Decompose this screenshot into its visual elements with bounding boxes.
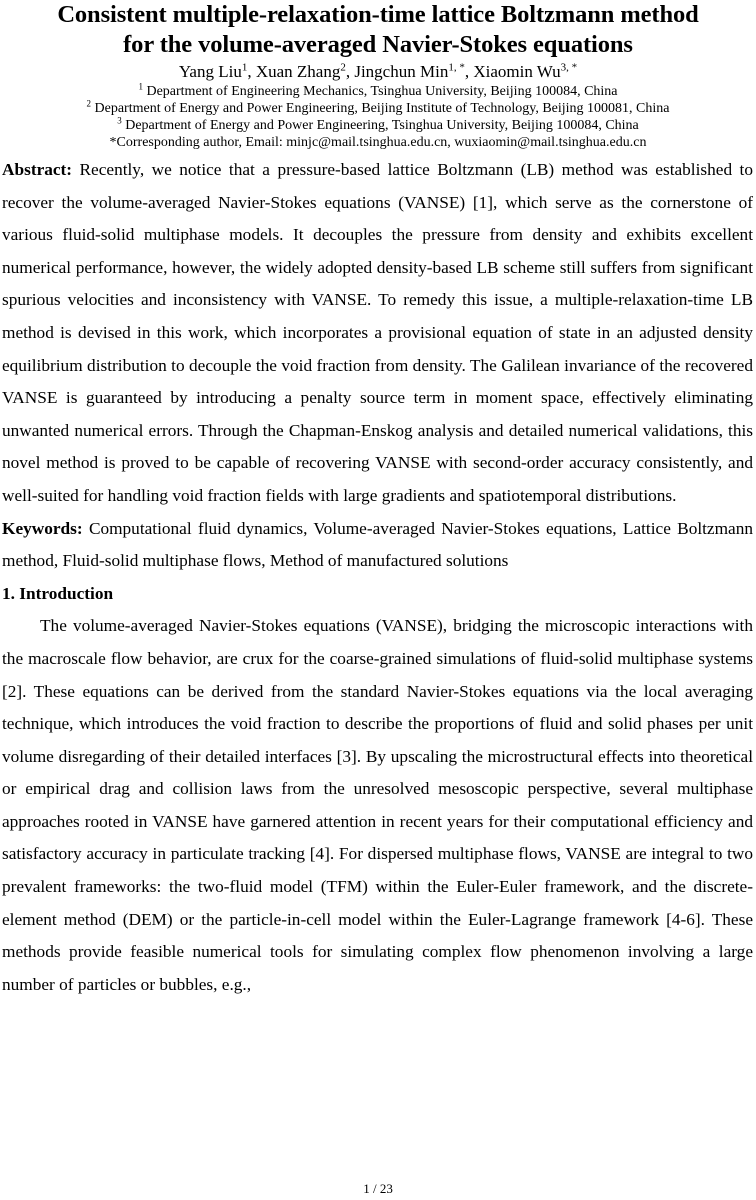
author-affil-mark: 3, * (560, 61, 578, 74)
affiliation-mark: 1 (138, 81, 143, 92)
page-total: 23 (379, 1181, 393, 1196)
affiliation-item (0, 83, 756, 100)
author-name: Xiaomin Wu (473, 62, 561, 81)
page-number: 1 (363, 1181, 370, 1196)
abstract (2, 154, 753, 513)
affiliation-mark: 2 (86, 98, 91, 109)
author-affil-mark: 1, * (448, 61, 465, 74)
affiliation-text: Department of Energy and Power Engineering, Beijing Institute of Technology, Beijing 100081, China (94, 101, 670, 116)
paper-title (0, 0, 756, 60)
keywords-text: Computational fluid dynamics, Volume-averaged Navier-Stokes equations, Lattice Boltzmann method, Fluid-solid multiphase flows, Method of manufactured solutions (2, 518, 753, 571)
paper-body (0, 154, 756, 1001)
section-heading-introduction: 1. Introduction (2, 583, 114, 603)
abstract-text: Recently, we notice that a pressure-based lattice Boltzmann (LB) method was established to recover the volume-averaged Navier-Stokes equations (VANSE) [1], which serve as the cornerstone of various fluid-solid multiphase models. It decouples the pressure from density and exhibits excellent numerical performance, however, the widely adopted density-based LB scheme still suffers from significant spurious velocities and inconsistency with VANSE. To remedy this issue, a multiple-relaxation-time LB method is devised in this work, which incorporates a provisional equation of state in an adjusted density equilibrium distribution to decouple the void fraction from density. The Galilean invariance of the recovered VANSE is guaranteed by introducing a penalty source term in moment space, effectively eliminating unwanted numerical errors. Through the Chapman-Enskog analysis and detailed numerical validations, this novel method is proved to be capable of recovering VANSE with second-order accuracy consistently, and well-suited for handling void fraction fields with large gradients and spatiotemporal distributions. (2, 160, 753, 505)
affiliation-text: Department of Energy and Power Engineering, Tsinghua University, Beijing 100084, China (125, 118, 639, 133)
introduction-paragraph: The volume-averaged Navier-Stokes equations (VANSE), bridging the microscopic interactions with the macroscale flow behavior, are crux for the coarse-grained simulations of fluid-solid multiphase systems [2]. These equations can be derived from the standard Navier-Stokes equations via the local averaging technique, which introduces the void fraction to describe the proportions of fluid and solid phases per unit volume disregarding of their detailed interfaces [3]. By upscaling the microstructural effects into theoretical or empirical drag and collision laws from the unresolved mesoscopic perspective, several multiphase approaches rooted in VANSE have garnered attention in recent years for their computational efficiency and satisfactory accuracy in particulate tracking [4]. For dispersed multiphase flows, VANSE are integral to two prevalent frameworks: the two-fluid model (TFM) within the Euler-Euler framework, and the discrete-element method (DEM) or the particle-in-cell model within the Euler-Lagrange framework [4-6]. These methods provide feasible numerical tools for simulating complex flow phenomenon involving a large number of particles or bubbles, e.g., (2, 616, 753, 994)
title-line-2: for the volume-averaged Navier-Stokes equations (123, 31, 633, 58)
page-footer (0, 1181, 756, 1197)
author-list: Yang Liu$^1$, Xuan Zhang$^2$, Jingchun Min$^{1, *}$, Xiaomin $Wu^{3, *}$ (178, 61, 578, 81)
author-name: Yang Liu (178, 62, 242, 81)
affiliation-item (0, 117, 756, 134)
keywords (2, 513, 753, 578)
title-block (0, 0, 756, 60)
affiliation-mark: 3 (117, 115, 122, 126)
author-affil-mark: 1 (241, 61, 248, 74)
author-name: Xuan Zhang (255, 62, 341, 81)
title-line-1: Consistent multiple-relaxation-time lattice Boltzmann method (57, 1, 699, 28)
affiliation-item (0, 100, 756, 117)
keywords-label: Keywords: (2, 518, 83, 538)
author-affil-mark: 2 (340, 61, 346, 74)
affiliation-text: Department of Engineering Mechanics, Tsinghua University, Beijing 100084, China (146, 84, 618, 99)
corresponding-author: *Corresponding author, Email: minjc@mail.tsinghua.edu.cn, wuxiaomin@mail.tsinghua.edu.cn (109, 135, 647, 150)
page-separator: / (372, 1181, 377, 1196)
abstract-label: Abstract: (2, 160, 73, 179)
author-name: Jingchun Min (354, 62, 449, 81)
affiliation-list (0, 83, 756, 151)
